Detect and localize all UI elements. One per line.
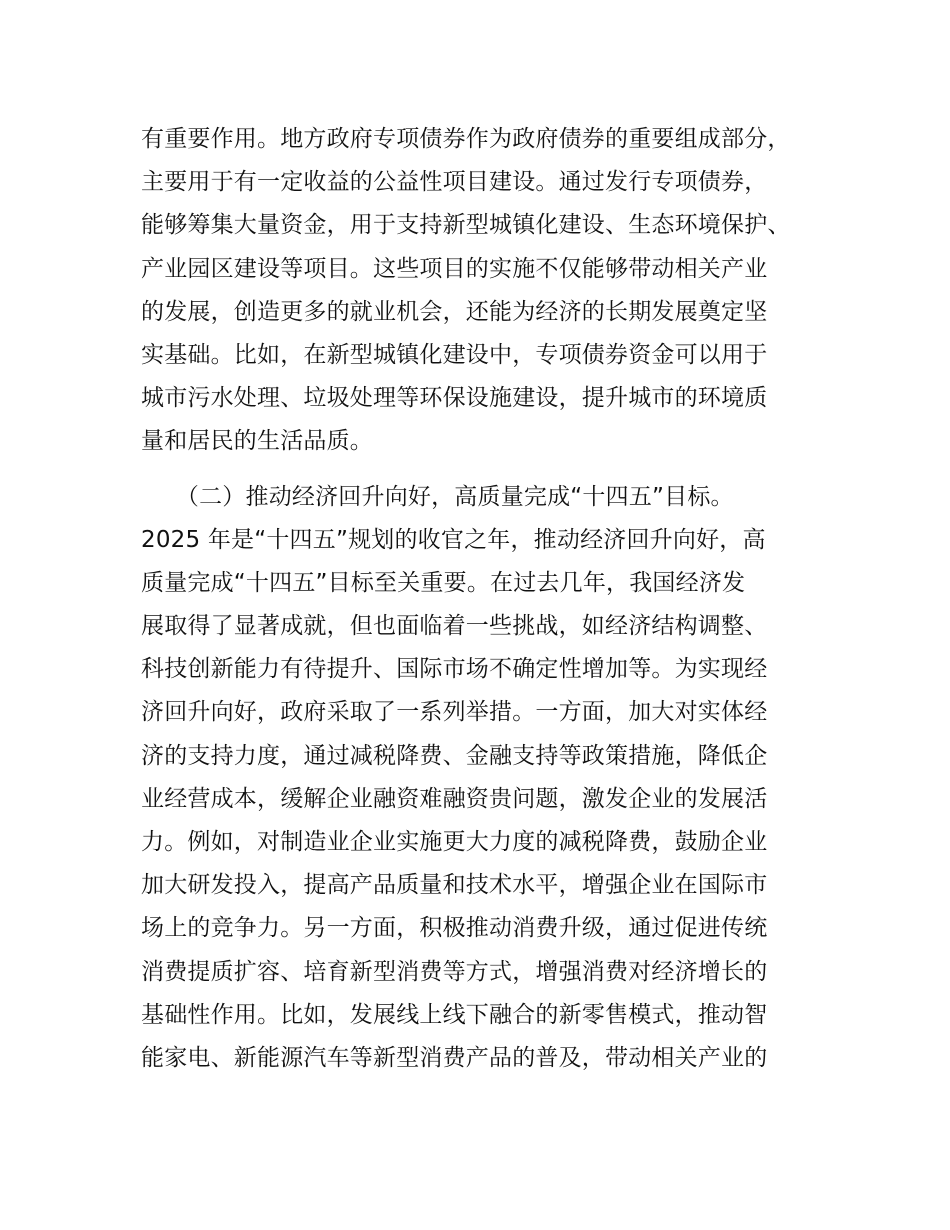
- paragraph-2: [141, 476, 841, 1081]
- text-line: 实基础。比如，在新型城镇化建设中，专项债券资金可以用于: [141, 341, 768, 368]
- text-line: 质量完成“十四五”目标至关重要。在过去几年，我国经济发: [141, 569, 746, 596]
- text-line: 加大研发投入，提高产品质量和技术水平，增强企业在国际市: [141, 872, 768, 899]
- text-line: 能够筹集大量资金，用于支持新型城镇化建设、生态环境保护、: [141, 212, 791, 239]
- text-line: 展取得了显著成就，但也面临着一些挑战，如经济结构调整、: [141, 613, 768, 640]
- text-line: 主要用于有一定收益的公益性项目建设。通过发行专项债券，: [141, 169, 768, 196]
- text-line: 济回升向好，政府采取了一系列举措。一方面，加大对实体经: [141, 699, 768, 726]
- text-line: 基础性作用。比如，发展线上线下融合的新零售模式，推动智: [141, 1001, 768, 1028]
- text-line: 场上的竞争力。另一方面，积极推动消费升级，通过促进传统: [141, 915, 768, 942]
- section-heading-line: （二）推动经济回升向好，高质量完成“十四五”目标。: [141, 483, 734, 510]
- text-line: 有重要作用。地方政府专项债券作为政府债券的重要组成部分，: [141, 126, 791, 152]
- text-line: 城市污水处理、垃圾处理等环保设施建设，提升城市的环境质: [141, 385, 768, 412]
- text-line: 能家电、新能源汽车等新型消费产品的普及，带动相关产业的: [141, 1044, 768, 1071]
- text-line: 业经营成本，缓解企业融资难融资贵问题，激发企业的发展活: [141, 785, 768, 812]
- text-line: 济的支持力度，通过减税降费、金融支持等政策措施，降低企: [141, 742, 768, 769]
- paragraph-spacer: [141, 464, 841, 476]
- text-line: 消费提质扩容、培育新型消费等方式，增强消费对经济增长的: [141, 958, 768, 985]
- text-line: 产业园区建设等项目。这些项目的实施不仅能够带动相关产业: [141, 255, 768, 282]
- text-line: 的发展，创造更多的就业机会，还能为经济的长期发展奠定坚: [141, 298, 768, 325]
- text-line: 量和居民的生活品质。: [141, 428, 373, 455]
- paragraph-1: [141, 118, 841, 464]
- body-text: [141, 118, 841, 1080]
- text-line: 科技创新能力有待提升、国际市场不确定性增加等。为实现经: [141, 656, 768, 683]
- text-line: 2025 年是“十四五”规划的收官之年，推动经济回升向好，高: [141, 526, 766, 553]
- text-line: 力。例如，对制造业企业实施更大力度的减税降费，鼓励企业: [141, 829, 768, 855]
